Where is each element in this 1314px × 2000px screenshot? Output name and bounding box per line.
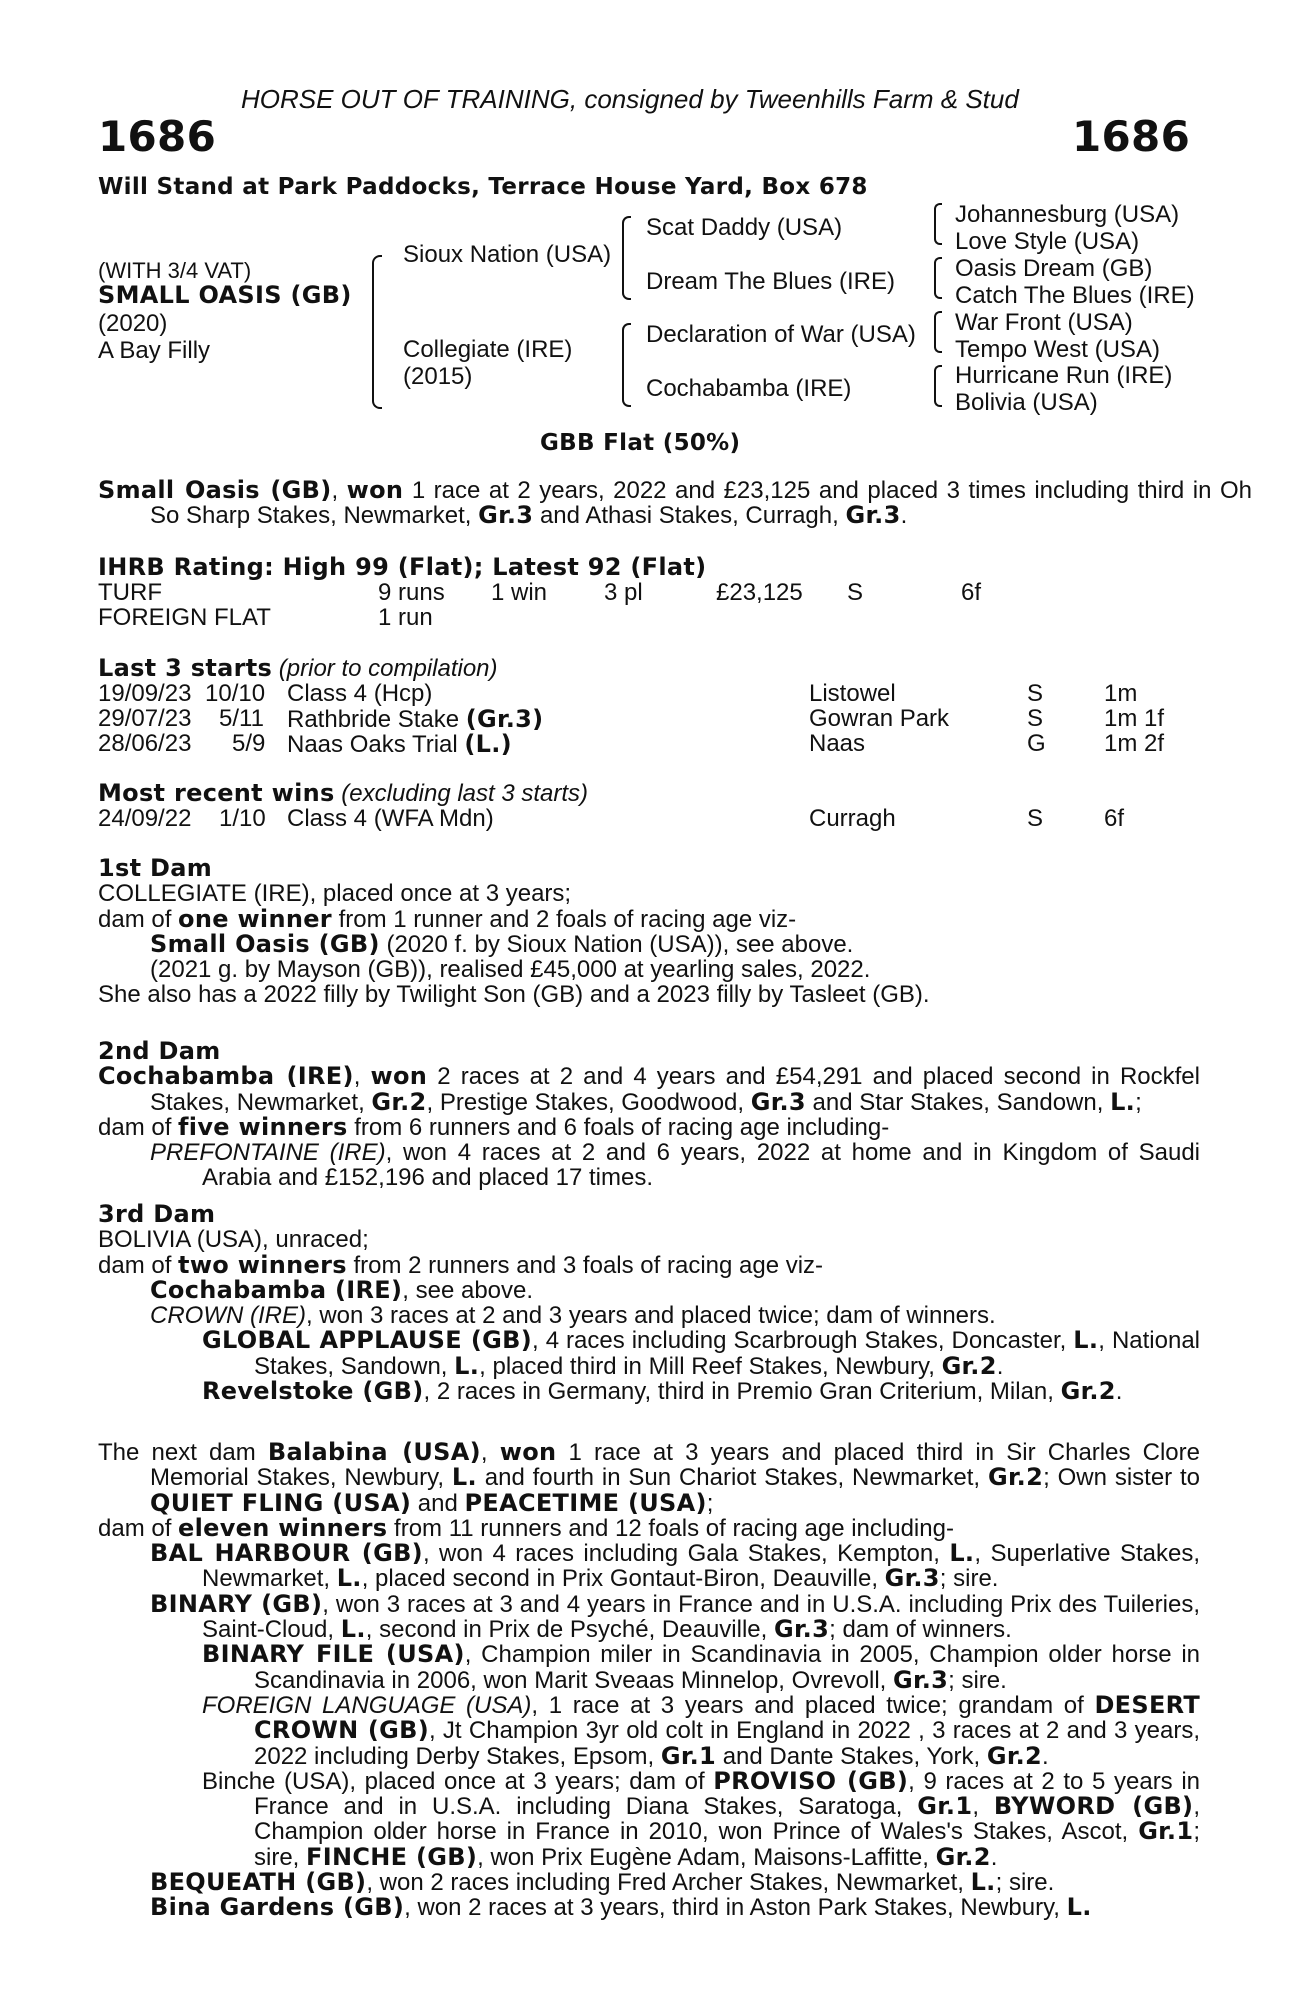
bequeath-text-1: , won 2 races including Fred Archer Stakes, Newmarket, bbox=[366, 1869, 971, 1897]
next-dam-para-1 bbox=[98, 1440, 1200, 1516]
rating-title: IHRB Rating: High 99 (Flat); Latest 92 (Flat) bbox=[98, 553, 707, 581]
balabina-name: Balabina (USA) bbox=[267, 1438, 481, 1466]
second-dam-runners: from 6 runners and 6 foals of racing age including- bbox=[347, 1113, 890, 1141]
start-3-race bbox=[287, 730, 512, 759]
bina-gardens-grade: L. bbox=[1066, 1893, 1092, 1922]
binary-file-text-1: , Champion miler in Scandinavia in 2005, Champion older horse in Scandinavia in 2006, won Marit Sveaas Minnelop, Ovrevoll, bbox=[254, 1641, 1200, 1694]
start-3-distance: 1m 2f bbox=[1104, 730, 1165, 757]
bequeath-name: BEQUEATH (GB) bbox=[150, 1868, 367, 1897]
turf-label: TURF bbox=[98, 579, 162, 606]
binche-text-4: , Champion older horse in France in 2010, won Prince of Wales's Stakes, Ascot, bbox=[254, 1793, 1200, 1846]
start-1-distance: 1m bbox=[1104, 680, 1138, 707]
binary-grade-1: L. bbox=[340, 1615, 366, 1644]
summary-text-3: . bbox=[900, 502, 908, 530]
next-dam-text-1: 1 race at 3 years and placed third in Sir Charles Clore Memorial Stakes, Newbury, bbox=[150, 1439, 1200, 1492]
gbb-label: GBB Flat (50%) bbox=[540, 430, 741, 456]
next-dam-winners: eleven winners bbox=[178, 1513, 388, 1542]
binary-file-text-2: ; sire. bbox=[948, 1666, 1007, 1694]
binche-text-6: , won Prix Eugène Adam, Maisons-Laffitte, bbox=[477, 1843, 936, 1871]
turf-going: S bbox=[847, 579, 864, 606]
first-dam-section bbox=[98, 856, 1200, 1008]
binche-text-2: , 9 races at 2 to 5 years in France and in U.S.A. including Diana Stakes, Saratoga, bbox=[254, 1767, 1200, 1821]
binche-grade-3: Gr.2 bbox=[935, 1842, 991, 1871]
next-dam-text-5: ; bbox=[706, 1489, 714, 1517]
start-1-course: Listowel bbox=[809, 680, 896, 707]
first-dam-foal-1-text: (2020 f. by Sioux Nation (USA)), see above. bbox=[379, 930, 854, 958]
bal-harbour-text-1: , won 4 races including Gala Stakes, Kempton, bbox=[422, 1540, 950, 1568]
last3-heading bbox=[98, 654, 498, 683]
first-dam-dam-of: dam of bbox=[98, 905, 179, 933]
bal-harbour-text-3: , placed second in Prix Gontaut-Biron, Deauville, bbox=[361, 1565, 885, 1593]
recent-wins-heading bbox=[98, 779, 588, 808]
next-dam-dam-of: dam of bbox=[98, 1514, 179, 1542]
recent-win-distance: 6f bbox=[1104, 805, 1125, 832]
pedigree-brace-g3-4 bbox=[934, 365, 942, 407]
third-dam-winners: two winners bbox=[178, 1250, 347, 1279]
foreign-runs: 1 run bbox=[378, 604, 433, 631]
first-dam-title: 1st Dam bbox=[98, 854, 213, 882]
second-dam-para-1 bbox=[98, 1064, 1200, 1115]
start-3-course: Naas bbox=[809, 730, 866, 757]
revelstoke-text-2: . bbox=[1115, 1378, 1123, 1406]
third-dam-foal-1-name: Cochabamba (IRE) bbox=[150, 1275, 403, 1304]
binche-para bbox=[202, 1766, 1200, 1871]
summary-won: won bbox=[346, 476, 404, 504]
second-dam-grade-3: L. bbox=[1110, 1087, 1136, 1116]
recent-win-going: S bbox=[1027, 805, 1044, 832]
start-3-grade: (L.) bbox=[464, 730, 512, 758]
foreign-language-grade-1: Gr.1 bbox=[660, 1741, 717, 1770]
turf-wins: 1 win bbox=[491, 579, 548, 606]
finche-name: FINCHE (GB) bbox=[306, 1842, 478, 1871]
binary-text-3: ; dam of winners. bbox=[829, 1616, 1012, 1644]
next-dam-grade-2: Gr.2 bbox=[987, 1463, 1044, 1492]
binche-text-3: , bbox=[972, 1793, 994, 1821]
next-dam-text-3: ; Own sister to bbox=[1043, 1464, 1201, 1492]
binary-file-name: BINARY FILE (USA) bbox=[202, 1640, 465, 1669]
binary-file-para bbox=[202, 1642, 1200, 1693]
bina-gardens-text: , won 2 races at 3 years, third in Aston Park Stakes, Newbury, bbox=[404, 1894, 1067, 1922]
recent-win-position: 1/10 bbox=[219, 805, 266, 832]
bal-harbour-para bbox=[150, 1541, 1200, 1592]
start-2-going: S bbox=[1027, 705, 1044, 732]
second-dam-grade-1: Gr.2 bbox=[371, 1087, 427, 1116]
second-dam-comma: , bbox=[353, 1063, 371, 1091]
binche-text-7: . bbox=[990, 1843, 998, 1871]
pedigree-dam-dam: Cochabamba (IRE) bbox=[646, 375, 852, 402]
global-applause-para bbox=[202, 1328, 1200, 1379]
bequeath-para bbox=[150, 1870, 1200, 1895]
third-dam-foal-1-text: , see above. bbox=[402, 1276, 534, 1304]
recent-win-date: 24/09/22 bbox=[98, 805, 192, 832]
global-applause-grade-2: L. bbox=[454, 1351, 480, 1380]
second-dam-para-3 bbox=[150, 1140, 1200, 1191]
bal-harbour-name: BAL HARBOUR (GB) bbox=[150, 1539, 423, 1568]
first-dam-line-1: COLLEGIATE (IRE), placed once at 3 years; bbox=[98, 880, 572, 908]
first-dam-runners: from 1 runner and 2 foals of racing age viz- bbox=[331, 905, 797, 933]
start-3-date: 28/06/23 bbox=[98, 730, 192, 757]
last3-title: Last 3 starts bbox=[98, 654, 273, 682]
first-dam-line-3 bbox=[150, 929, 1200, 958]
third-dam-line-2 bbox=[98, 1250, 1200, 1279]
start-1-going: S bbox=[1027, 680, 1044, 707]
third-dam-line-1: BOLIVIA (USA), unraced; bbox=[98, 1226, 369, 1254]
revelstoke-text-1: , 2 races in Germany, third in Premio Gran Criterium, Milan, bbox=[423, 1378, 1061, 1406]
pedigree-gen3-6: Tempo West (USA) bbox=[955, 336, 1160, 363]
lot-number-right: 1686 bbox=[1072, 112, 1191, 161]
turf-runs: 9 runs bbox=[378, 579, 445, 606]
bina-gardens-name: Bina Gardens (GB) bbox=[150, 1893, 405, 1922]
first-dam-line-2 bbox=[98, 904, 1200, 933]
binary-file-grade: Gr.3 bbox=[893, 1665, 949, 1694]
global-applause-grade-1: L. bbox=[1073, 1326, 1099, 1355]
global-applause-text-4: . bbox=[996, 1352, 1004, 1380]
bal-harbour-grade-3: Gr.3 bbox=[884, 1564, 940, 1593]
bal-harbour-grade-2: L. bbox=[336, 1564, 362, 1593]
binche-grade-1: Gr.1 bbox=[917, 1792, 973, 1821]
crown-name: CROWN (IRE) bbox=[150, 1302, 306, 1330]
foreign-language-grade-2: Gr.2 bbox=[986, 1741, 1043, 1770]
pedigree-dam-year: (2015) bbox=[403, 363, 473, 390]
third-dam-dam-of: dam of bbox=[98, 1251, 179, 1279]
bal-harbour-grade-1: L. bbox=[949, 1539, 975, 1568]
turf-distance: 6f bbox=[961, 579, 982, 606]
second-dam-name: Cochabamba (IRE) bbox=[98, 1062, 354, 1091]
revelstoke-name: Revelstoke (GB) bbox=[202, 1377, 424, 1406]
pedigree-gen3-3: Oasis Dream (GB) bbox=[955, 255, 1153, 282]
next-dam-comma: , bbox=[480, 1439, 500, 1466]
first-dam-foal-1-name: Small Oasis (GB) bbox=[150, 929, 380, 958]
foreign-language-text-3: and Dante Stakes, York, bbox=[716, 1742, 987, 1770]
pedigree-gen3-2: Love Style (USA) bbox=[955, 228, 1140, 255]
third-dam-section bbox=[98, 1202, 1200, 1404]
pedigree-dam: Collegiate (IRE) bbox=[403, 336, 573, 363]
second-dam-text-1: 2 races at 2 and 4 years and £54,291 and placed second in Rockfel Stakes, Newmarket, bbox=[150, 1063, 1200, 1116]
pedigree-gen3-7: Hurricane Run (IRE) bbox=[955, 362, 1173, 389]
desert-crown-name: DESERT CROWN (GB) bbox=[254, 1690, 1201, 1745]
next-dam-section bbox=[98, 1440, 1200, 1921]
start-2-course: Gowran Park bbox=[809, 705, 950, 732]
horse-name: SMALL OASIS (GB) bbox=[98, 281, 352, 309]
pedigree-gen3-8: Bolivia (USA) bbox=[955, 389, 1098, 416]
start-1-race bbox=[287, 680, 432, 708]
binary-name: BINARY (GB) bbox=[150, 1589, 323, 1618]
binary-text-2: , second in Prix de Psyché, Deauville, bbox=[365, 1616, 774, 1644]
third-dam-title: 3rd Dam bbox=[98, 1200, 216, 1228]
first-dam-line-5: She also has a 2022 filly by Twilight Son (GB) and a 2023 filly by Tasleet (GB). bbox=[98, 981, 930, 1009]
start-3-race-name: Naas Oaks Trial bbox=[287, 731, 465, 758]
pedigree-brace-gen1 bbox=[372, 255, 382, 409]
last3-note: (prior to compilation) bbox=[278, 655, 498, 682]
pedigree-sire: Sioux Nation (USA) bbox=[403, 241, 612, 268]
proviso-name: PROVISO (GB) bbox=[713, 1766, 909, 1795]
next-dam-intro: The next dam bbox=[98, 1439, 268, 1466]
recent-wins-note: (excluding last 3 starts) bbox=[341, 780, 589, 807]
third-dam-line-3 bbox=[150, 1275, 1200, 1304]
foreign-language-text-1: , 1 race at 3 years and placed twice; grandam of bbox=[531, 1691, 1095, 1719]
second-dam-dam-of: dam of bbox=[98, 1113, 179, 1141]
start-2-grade: (Gr.3) bbox=[465, 705, 544, 733]
start-2-distance: 1m 1f bbox=[1104, 705, 1165, 732]
prefontaine-name: PREFONTAINE (IRE) bbox=[150, 1139, 386, 1167]
binche-text-5: ; sire, bbox=[254, 1818, 1200, 1871]
recent-win-race: Class 4 (WFA Mdn) bbox=[287, 805, 494, 832]
start-1-race-name: Class 4 (Hcp) bbox=[287, 680, 433, 707]
pedigree-brace-g3-3 bbox=[934, 311, 942, 353]
second-dam-winners: five winners bbox=[178, 1112, 348, 1141]
global-applause-text-2: , National Stakes, Sandown, bbox=[254, 1327, 1201, 1380]
second-dam-text-3: and Star Stakes, Sandown, bbox=[805, 1088, 1111, 1116]
pedigree-sire-sire: Scat Daddy (USA) bbox=[646, 214, 843, 241]
summary-text-1: 1 race at 2 years, 2022 and £23,125 and placed 3 times including third in Oh So Sharp Stakes, Newmarket, bbox=[150, 477, 1252, 530]
second-dam-won: won bbox=[370, 1062, 428, 1091]
bequeath-text-2: ; sire. bbox=[995, 1869, 1055, 1897]
start-1-position: 10/10 bbox=[205, 680, 266, 707]
second-dam-title: 2nd Dam bbox=[98, 1037, 221, 1065]
recent-wins-title: Most recent wins bbox=[98, 779, 335, 807]
third-dam-line-4 bbox=[150, 1303, 1200, 1328]
turf-placed: 3 pl bbox=[604, 579, 643, 606]
foreign-language-text-2: , Jt Champion 3yr old colt in England in 2022 , 3 races at 2 and 3 years, 2022 including Derby Stakes, Epsom, bbox=[254, 1717, 1200, 1770]
peacetime-name: PEACETIME (USA) bbox=[464, 1488, 707, 1517]
location-line: Will Stand at Park Paddocks, Terrace House Yard, Box 678 bbox=[98, 174, 868, 200]
pedigree-gen3-4: Catch The Blues (IRE) bbox=[955, 282, 1195, 309]
next-dam-won: won bbox=[499, 1438, 557, 1466]
next-dam-text-2: and fourth in Sun Chariot Stakes, Newmarket, bbox=[476, 1464, 988, 1492]
start-2-race-name: Rathbride Stake bbox=[287, 706, 466, 733]
bequeath-grade: L. bbox=[970, 1868, 996, 1897]
start-1-date: 19/09/23 bbox=[98, 680, 192, 707]
binche-grade-2: Gr.1 bbox=[1138, 1817, 1194, 1846]
pedigree-sire-dam: Dream The Blues (IRE) bbox=[646, 268, 895, 295]
revelstoke-grade: Gr.2 bbox=[1060, 1377, 1116, 1406]
global-applause-grade-3: Gr.2 bbox=[941, 1351, 997, 1380]
summary-name: Small Oasis (GB) bbox=[98, 476, 332, 504]
pedigree-brace-dam bbox=[622, 323, 631, 407]
second-dam-grade-2: Gr.3 bbox=[750, 1087, 806, 1116]
consignor-line: HORSE OUT OF TRAINING, consigned by Tweenhills Farm & Stud bbox=[241, 84, 1019, 114]
recent-win-course: Curragh bbox=[809, 805, 896, 832]
crown-text: , won 3 races at 2 and 3 years and placed twice; dam of winners. bbox=[305, 1302, 996, 1330]
start-2-date: 29/07/23 bbox=[98, 705, 192, 732]
next-dam-grade-1: L. bbox=[451, 1463, 477, 1492]
foreign-language-para bbox=[202, 1690, 1201, 1770]
prefontaine-text: , won 4 races at 2 and 6 years, 2022 at home and in Kingdom of Saudi Arabia and £152,196 and placed 17 times. bbox=[202, 1139, 1201, 1192]
third-dam-runners: from 2 runners and 3 foals of racing age viz- bbox=[346, 1251, 824, 1279]
second-dam-text-2: , Prestige Stakes, Goodwood, bbox=[426, 1088, 751, 1116]
binary-grade-2: Gr.3 bbox=[773, 1615, 830, 1644]
quiet-fling-name: QUIET FLING (USA) bbox=[150, 1488, 412, 1517]
start-3-going: G bbox=[1027, 730, 1046, 757]
second-dam-text-4: ; bbox=[1135, 1088, 1142, 1116]
byword-name: BYWORD (GB) bbox=[993, 1792, 1194, 1821]
binche-text-1: Binche (USA), placed once at 3 years; dam of bbox=[202, 1767, 714, 1795]
pedigree-dam-sire: Declaration of War (USA) bbox=[646, 321, 916, 348]
pedigree-gen3-1: Johannesburg (USA) bbox=[955, 201, 1180, 228]
first-dam-line-4: (2021 g. by Mayson (GB)), realised £45,000 at yearling sales, 2022. bbox=[150, 956, 871, 984]
next-dam-line-2 bbox=[98, 1513, 1200, 1542]
start-2-position: 5/11 bbox=[219, 705, 264, 732]
revelstoke-para bbox=[202, 1379, 1200, 1404]
turf-earnings: £23,125 bbox=[716, 579, 803, 606]
summary-grade-1: Gr.3 bbox=[478, 501, 534, 530]
pedigree-brace-g3-1 bbox=[934, 203, 942, 245]
horse-description: A Bay Filly bbox=[98, 337, 211, 364]
pedigree-brace-sire bbox=[622, 216, 631, 300]
global-applause-text-1: , 4 races including Scarbrough Stakes, Doncaster, bbox=[532, 1327, 1074, 1355]
second-dam-section bbox=[98, 1039, 1200, 1191]
bina-gardens-para bbox=[150, 1895, 1200, 1920]
lot-number-left: 1686 bbox=[98, 112, 217, 161]
pedigree-brace-g3-2 bbox=[934, 257, 942, 299]
first-dam-winners: one winner bbox=[178, 904, 332, 933]
next-dam-runners: from 11 runners and 12 foals of racing age including- bbox=[387, 1514, 954, 1542]
foreign-language-name: FOREIGN LANGUAGE (USA) bbox=[202, 1691, 532, 1719]
second-dam-line-2 bbox=[98, 1112, 1200, 1141]
foreign-label: FOREIGN FLAT bbox=[98, 604, 271, 631]
foreign-language-text-4: . bbox=[1042, 1742, 1049, 1770]
global-applause-name: GLOBAL APPLAUSE (GB) bbox=[202, 1326, 533, 1355]
bal-harbour-text-4: ; sire. bbox=[939, 1565, 999, 1593]
bal-harbour-text-2: , Superlative Stakes, Newmarket, bbox=[202, 1540, 1200, 1593]
start-3-position: 5/9 bbox=[232, 730, 266, 757]
global-applause-text-3: , placed third in Mill Reef Stakes, Newbury, bbox=[479, 1352, 942, 1380]
vat-note: (WITH 3/4 VAT) bbox=[98, 258, 252, 283]
horse-year: (2020) bbox=[98, 310, 168, 337]
race-summary: Small Oasis (GB), won 1 race at 2 years, 2022 and £23,125 and placed 3 times including third in Oh So Sharp Stakes, Newmarket, Gr.3 and Athasi Stakes, Curragh, Gr.3. bbox=[98, 476, 1252, 530]
next-dam-text-4: and bbox=[411, 1489, 465, 1517]
summary-grade-2: Gr.3 bbox=[845, 501, 901, 530]
summary-text-2: and Athasi Stakes, Curragh, bbox=[533, 502, 846, 530]
binary-para bbox=[150, 1589, 1200, 1644]
pedigree-gen3-5: War Front (USA) bbox=[955, 309, 1133, 336]
binary-text-1: , won 3 races at 3 and 4 years in France and in U.S.A. including Prix des Tuileries, Saint-Cloud, bbox=[202, 1590, 1200, 1644]
